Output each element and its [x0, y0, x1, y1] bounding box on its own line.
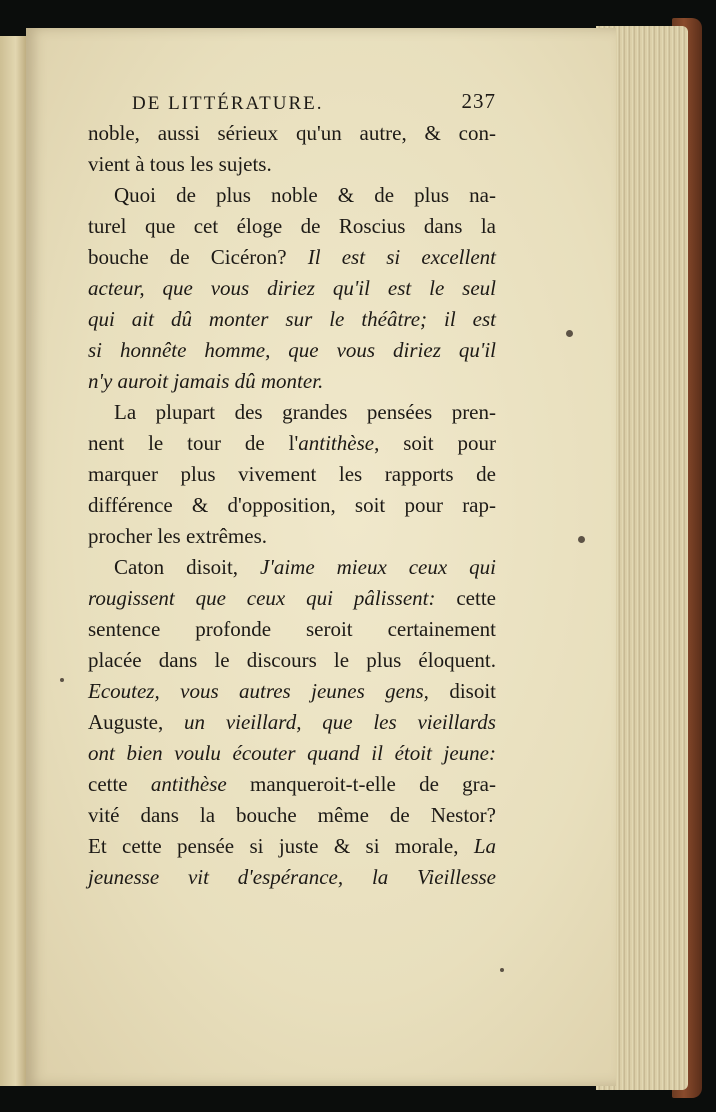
roman-text: noble, aussi sérieux qu'un autre, & con-: [88, 121, 496, 145]
ink-spot: [578, 536, 585, 543]
italic-text: antithèse: [150, 772, 227, 796]
roman-text: procher les extrêmes.: [88, 524, 268, 548]
roman-text: disoit: [428, 679, 496, 703]
roman-text: marquer plus vivement les rapports de: [88, 462, 496, 486]
facing-page-edge: [0, 36, 28, 1086]
italic-text: ont bien voulu écouter quand il étoit jeune:: [88, 741, 496, 765]
roman-text: cette: [88, 772, 151, 796]
text-line: [88, 645, 496, 676]
italic-text: qui ait dû monter sur le théâtre; il est: [88, 307, 496, 331]
text-line: [88, 862, 496, 893]
ink-spot: [500, 968, 504, 972]
text-line: [88, 335, 496, 366]
roman-text: sentence profonde seroit certainement: [88, 617, 496, 641]
text-line: [88, 428, 496, 459]
roman-text: Et cette pensée si juste & si morale,: [88, 834, 474, 858]
italic-text: n'y auroit jamais dû monter.: [88, 369, 324, 393]
text-line: [88, 583, 496, 614]
italic-text: Il est si excellent: [307, 245, 496, 269]
italic-text: acteur, que vous diriez qu'il est le seul: [88, 276, 496, 300]
italic-text: jeunesse vit d'espérance, la Vieillesse: [88, 865, 496, 889]
roman-text: vité dans la bouche même de Nestor?: [88, 803, 496, 827]
page-number: 237: [461, 89, 496, 113]
italic-text: J'aime mieux ceux qui: [260, 555, 496, 579]
text-line: [88, 800, 496, 831]
text-line: [88, 676, 496, 707]
text-line: [88, 149, 496, 180]
text-line: [88, 769, 496, 800]
roman-text: La plupart des grandes pensées pren-: [114, 400, 496, 424]
ink-spot: [60, 678, 64, 682]
roman-text: , soit pour: [374, 431, 496, 455]
text-line: [88, 552, 496, 583]
roman-text: bouche de Cicéron?: [88, 245, 308, 269]
italic-text: si honnête homme, que vous diriez qu'il: [88, 338, 496, 362]
roman-text: placée dans le discours le plus éloquent.: [88, 648, 496, 672]
roman-text: vient à tous les sujets.: [88, 152, 272, 176]
text-line: [88, 273, 496, 304]
roman-text: cette: [435, 586, 496, 610]
italic-text: La: [473, 834, 496, 858]
text-line: [88, 490, 496, 521]
italic-text: un vieillard, que les vieillards: [184, 710, 496, 734]
italic-text: antithèse: [298, 431, 375, 455]
running-title: DE LITTÉRATURE.: [132, 93, 324, 114]
text-line: [88, 614, 496, 645]
text-line: [88, 304, 496, 335]
italic-text: rougissent que ceux qui pâlissent:: [88, 586, 436, 610]
page-text: [88, 86, 496, 893]
roman-text: Caton disoit,: [114, 555, 261, 579]
text-line: [88, 707, 496, 738]
running-header: [88, 86, 496, 118]
text-line: [88, 118, 496, 149]
body-text: [88, 118, 496, 893]
roman-text: manqueroit-t-elle de gra-: [226, 772, 496, 796]
text-line: [88, 211, 496, 242]
roman-text: Quoi de plus noble & de plus na-: [114, 183, 496, 207]
text-line: [88, 459, 496, 490]
text-line: [88, 831, 496, 862]
roman-text: nent le tour de l': [88, 431, 299, 455]
roman-text: turel que cet éloge de Roscius dans la: [88, 214, 496, 238]
text-line: [88, 738, 496, 769]
text-line: [88, 366, 496, 397]
text-line: [88, 521, 496, 552]
text-line: [88, 397, 496, 428]
ink-spot: [566, 330, 573, 337]
text-line: [88, 242, 496, 273]
text-line: [88, 180, 496, 211]
roman-text: différence & d'opposition, soit pour rap-: [88, 493, 496, 517]
roman-text: Auguste,: [88, 710, 185, 734]
italic-text: Ecoutez, vous autres jeunes gens,: [88, 679, 429, 703]
